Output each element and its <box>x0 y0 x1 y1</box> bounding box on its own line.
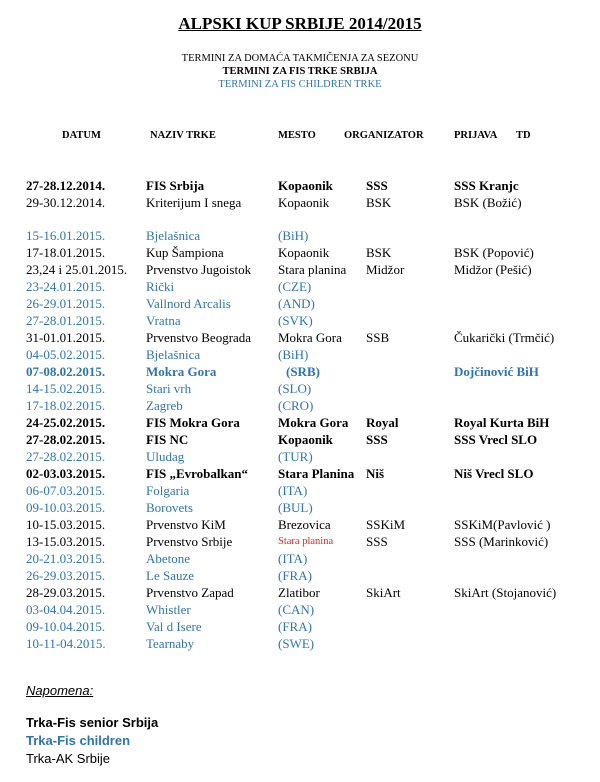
row-date: 27-28.01.2015. <box>26 313 106 328</box>
table-row <box>0 551 600 568</box>
table-row <box>0 330 600 347</box>
table-row <box>0 279 600 296</box>
row-race-name: Bjelašnica <box>146 228 201 243</box>
row-date: 27-28.02.2015. <box>26 449 106 464</box>
row-date: 17-18.02.2015. <box>26 398 106 413</box>
row-organizer: SSS <box>366 534 388 549</box>
subtitle-fis-children: TERMINI ZA FIS CHILDREN TRKE <box>218 79 382 90</box>
row-race-name: Kriterijum I snega <box>146 195 242 210</box>
row-place: (ITA) <box>278 483 308 498</box>
row-place: (FRA) <box>278 619 312 634</box>
row-race-name: FIS Srbija <box>146 178 205 193</box>
row-prijava-td: Dojčinović BiH <box>454 364 539 379</box>
row-organizer: SSS <box>366 432 388 447</box>
row-date: 26-29.01.2015. <box>26 296 106 311</box>
row-organizer: SSKiM <box>366 517 406 532</box>
row-organizer: SSS <box>366 178 388 193</box>
row-race-name: Abetone <box>146 551 191 566</box>
row-place: (BiH) <box>278 347 309 362</box>
row-prijava-td: SkiArt (Stojanović) <box>454 585 557 600</box>
table-row <box>0 195 600 212</box>
row-date: 27-28.12.2014. <box>26 178 106 193</box>
row-place: Kopaonik <box>278 432 333 447</box>
table-row <box>0 262 600 279</box>
row-organizer: Royal <box>366 415 399 430</box>
row-prijava-td: BSK (Božić) <box>454 195 522 210</box>
row-organizer: SSB <box>366 330 390 345</box>
row-date: 09-10.04.2015. <box>26 619 106 634</box>
row-race-name: Whistler <box>146 602 191 617</box>
row-place: (TUR) <box>278 449 313 464</box>
row-place: (CZE) <box>278 279 312 294</box>
row-race-name: Vratna <box>146 313 181 328</box>
row-date: 14-15.02.2015. <box>26 381 106 396</box>
row-date: 27-28.02.2015. <box>26 432 106 447</box>
row-date: 02-03.03.2015. <box>26 466 106 481</box>
row-prijava-td: Čukarički (Trmčić) <box>454 330 555 345</box>
row-place: Kopaonik <box>278 245 330 260</box>
table-row <box>0 500 600 517</box>
row-place: Stara Planina <box>278 466 355 481</box>
row-place: (BiH) <box>278 228 309 243</box>
row-race-name: Prvenstvo KiM <box>146 517 226 532</box>
table-row <box>0 534 600 551</box>
row-date: 29-30.12.2014. <box>26 195 106 210</box>
table-row <box>0 415 600 432</box>
row-place: Mokra Gora <box>278 330 342 345</box>
header-organizator: ORGANIZATOR <box>344 130 424 141</box>
table-row <box>0 296 600 313</box>
row-date: 23,24 i 25.01.2015. <box>26 262 128 277</box>
row-organizer: BSK <box>366 245 392 260</box>
row-race-name: Bjelašnica <box>146 347 201 362</box>
legend-ak-srbije: Trka-AK Srbije <box>26 751 111 766</box>
row-race-name: Val d Isere <box>146 619 202 634</box>
table-row <box>0 228 600 245</box>
table-row <box>0 245 600 262</box>
row-place: (ITA) <box>278 551 308 566</box>
table-row <box>0 483 600 500</box>
row-race-name: Prvenstvo Srbije <box>146 534 233 549</box>
row-date: 26-29.03.2015. <box>26 568 106 583</box>
table-row <box>0 381 600 398</box>
row-date: 04-05.02.2015. <box>26 347 106 362</box>
header-datum: DATUM <box>62 130 101 141</box>
row-place: (BUL) <box>278 500 313 515</box>
table-row <box>0 313 600 330</box>
page-title: ALPSKI KUP SRBIJE 2014/2015 <box>178 14 422 33</box>
legend-fis-senior: Trka-Fis senior Srbija <box>26 715 159 730</box>
legend-fis-children: Trka-Fis children <box>26 733 131 748</box>
row-prijava-td: SSS Kranjc <box>454 178 519 193</box>
row-race-name: Zagreb <box>146 398 183 413</box>
row-race-name: Folgaria <box>146 483 190 498</box>
row-prijava-td: SSS Vrecl SLO <box>454 432 538 447</box>
row-date: 31-01.01.2015. <box>26 330 106 345</box>
table-row <box>0 364 600 381</box>
row-race-name: Stari vrh <box>146 381 192 396</box>
row-date: 28-29.03.2015. <box>26 585 106 600</box>
row-date: 09-10.03.2015. <box>26 500 106 515</box>
row-race-name: FIS „Evrobalkan“ <box>146 466 248 481</box>
row-prijava-td: Midžor (Pešić) <box>454 262 532 277</box>
table-row <box>0 432 600 449</box>
subtitle-fis-srbija: TERMINI ZA FIS TRKE SRBIJA <box>222 66 378 77</box>
row-date: 06-07.03.2015. <box>26 483 106 498</box>
row-date: 10-15.03.2015. <box>26 517 106 532</box>
row-race-name: Kup Šampiona <box>146 245 224 260</box>
row-race-name: Le Sauze <box>146 568 195 583</box>
table-row <box>0 619 600 636</box>
row-race-name: Borovets <box>146 500 193 515</box>
header-naziv: NAZIV TRKE <box>150 130 216 141</box>
row-date: 07-08.02.2015. <box>26 364 106 379</box>
row-organizer: SkiArt <box>366 585 401 600</box>
row-race-name: Tearnaby <box>146 636 195 651</box>
row-date: 15-16.01.2015. <box>26 228 106 243</box>
row-place: (CRO) <box>278 398 314 413</box>
row-organizer: Midžor <box>366 262 405 277</box>
row-race-name: Prvenstvo Jugoistok <box>146 262 252 277</box>
row-prijava-td: Niš Vrecl SLO <box>454 466 534 481</box>
row-date: 10-11-04.2015. <box>26 636 106 651</box>
row-prijava-td: BSK (Popović) <box>454 245 534 260</box>
table-row <box>0 347 600 364</box>
table-row <box>0 398 600 415</box>
row-place: (SVK) <box>278 313 313 328</box>
row-race-name: Mokra Gora <box>146 364 217 379</box>
row-place: Kopaonik <box>278 195 330 210</box>
row-race-name: Prvenstvo Beograda <box>146 330 252 345</box>
row-date: 03-04.04.2015. <box>26 602 106 617</box>
row-prijava-td: SSS (Marinković) <box>454 534 549 549</box>
header-td: TD <box>516 130 531 141</box>
row-place: (SRB) <box>286 364 320 379</box>
table-row <box>0 517 600 534</box>
row-race-name: FIS NC <box>146 432 189 447</box>
row-race-name: Uludag <box>146 449 185 464</box>
table-row <box>0 568 600 585</box>
table-row <box>0 178 600 195</box>
row-place: Zlatibor <box>278 585 320 600</box>
row-place: (SLO) <box>278 381 312 396</box>
table-row <box>0 466 600 483</box>
row-date: 20-21.03.2015. <box>26 551 106 566</box>
row-place: (FRA) <box>278 568 312 583</box>
row-prijava-td: SSKiM(Pavlović ) <box>454 517 551 532</box>
row-organizer: BSK <box>366 195 392 210</box>
table-row <box>0 602 600 619</box>
header-prijava: PRIJAVA <box>454 130 498 141</box>
note-title: Napomena: <box>26 683 94 698</box>
row-race-name: Vallnord Arcalis <box>146 296 231 311</box>
row-date: 17-18.01.2015. <box>26 245 106 260</box>
row-place: (AND) <box>278 296 315 311</box>
row-place: (SWE) <box>278 636 315 651</box>
row-place: Stara planina <box>278 536 334 547</box>
row-date: 23-24.01.2015. <box>26 279 106 294</box>
row-race-name: Prvenstvo Zapad <box>146 585 234 600</box>
row-date: 24-25.02.2015. <box>26 415 106 430</box>
row-place: Mokra Gora <box>278 415 349 430</box>
subtitle-domestic: TERMINI ZA DOMAĆA TAKMIČENJA ZA SEZONU <box>181 53 419 64</box>
table-row <box>0 636 600 653</box>
row-place: Kopaonik <box>278 178 333 193</box>
row-place: Stara planina <box>278 262 347 277</box>
row-date: 13-15.03.2015. <box>26 534 106 549</box>
row-race-name: FIS Mokra Gora <box>146 415 240 430</box>
row-place: (CAN) <box>278 602 315 617</box>
row-organizer: Niš <box>366 466 385 481</box>
table-row <box>0 449 600 466</box>
table-row <box>0 585 600 602</box>
row-place: Brezovica <box>278 517 331 532</box>
row-race-name: Rički <box>146 279 175 294</box>
row-prijava-td: Royal Kurta BiH <box>454 415 550 430</box>
header-mesto: MESTO <box>278 130 316 141</box>
